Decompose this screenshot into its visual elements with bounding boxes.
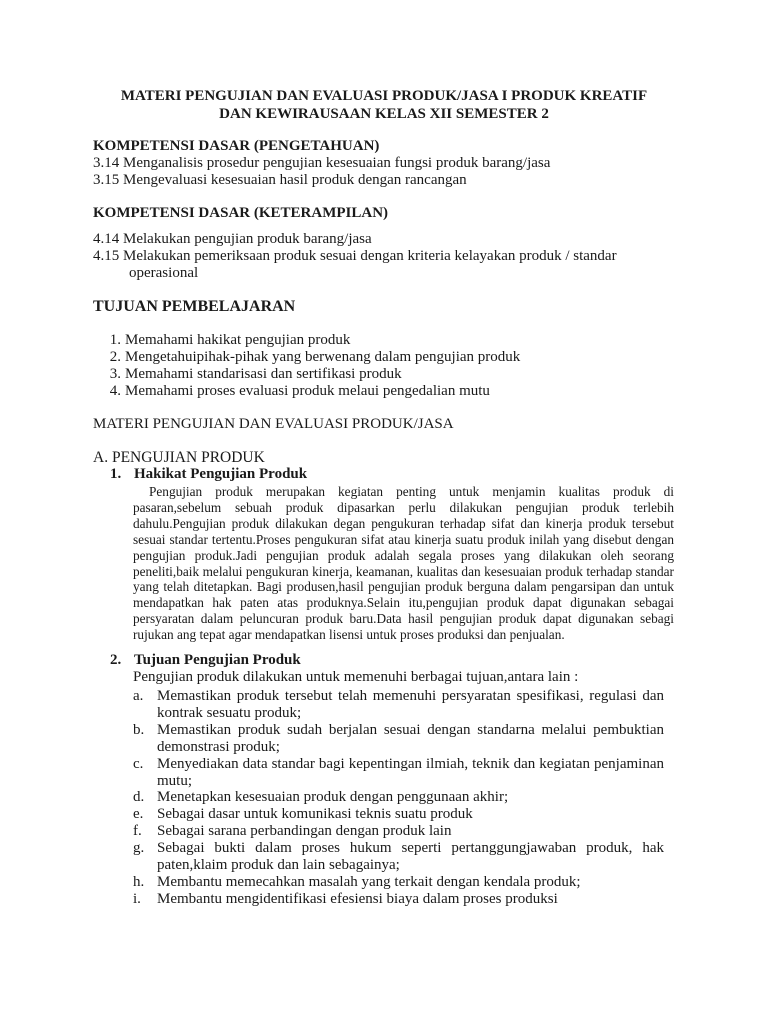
list-letter: g.: [133, 840, 145, 857]
title-line-1: MATERI PENGUJIAN DAN EVALUASI PRODUK/JASA I PRODUK KREATIF: [120, 88, 648, 104]
tujuan-item-number: 4.: [109, 383, 121, 399]
tujuan-item-text: Memahami standarisasi dan sertifikasi produk: [125, 366, 402, 382]
list-letter: b.: [133, 721, 145, 738]
tujuan-item-text: Memahami hakikat pengujian produk: [125, 332, 351, 348]
tujuan-pengujian-intro: Pengujian produk dilakukan untuk memenuhi berbagai tujuan,antara lain :: [133, 669, 579, 685]
kd-pengetahuan-item: 3.15 Mengevaluasi kesesuaian hasil produk dengan rancangan: [93, 172, 467, 188]
list-item: [133, 756, 664, 790]
subsection-number: 1.: [110, 466, 122, 482]
list-letter: d.: [133, 789, 145, 806]
list-letter: a.: [133, 688, 144, 704]
list-item: [133, 722, 664, 756]
list-text: Membantu mengidentifikasi efesiensi biaya dalam proses produksi: [157, 890, 558, 907]
kd-pengetahuan-section: [93, 138, 550, 189]
kd-keterampilan-section: [93, 205, 388, 222]
list-text: Sebagai bukti dalam proses hukum seperti pertanggungjawaban produk, hak paten,klaim produk dan lain sebagainya;: [157, 840, 664, 874]
tujuan-heading: TUJUAN PEMBELAJARAN: [93, 298, 296, 315]
list-item: [133, 874, 664, 891]
tujuan-item-number: 1.: [109, 332, 121, 348]
tujuan-item-text: Mengetahuipihak-pihak yang berwenang dalam pengujian produk: [125, 349, 521, 365]
list-item: [133, 840, 664, 874]
kd-keterampilan-list: [93, 231, 617, 282]
tujuan-item: [100, 366, 520, 383]
subsection-1-heading: [110, 466, 307, 483]
kd-pengetahuan-heading: KOMPETENSI DASAR (PENGETAHUAN): [93, 138, 380, 154]
document-title: [80, 87, 688, 123]
tujuan-item-text: Memahami proses evaluasi produk melaui pengedalian mutu: [125, 383, 490, 399]
list-text: Menyediakan data standar bagi kepentingan ilmiah, teknik dan kegiatan penjaminan mutu;: [157, 755, 664, 789]
list-letter: h.: [133, 873, 145, 890]
list-letter: i.: [133, 890, 141, 907]
list-letter: c.: [133, 755, 144, 772]
list-text: Menetapkan kesesuaian produk dengan penggunaan akhir;: [157, 789, 509, 806]
title-line-2: DAN KEWIRAUSAAN KELAS XII SEMESTER 2: [219, 106, 549, 122]
kd-keterampilan-heading: KOMPETENSI DASAR (KETERAMPILAN): [93, 205, 389, 221]
kd-keterampilan-item: 4.15 Melakukan pemeriksaan produk sesuai dengan kriteria kelayakan produk / standar: [93, 248, 617, 264]
paragraph-text: Pengujian produk merupakan kegiatan penting untuk menjamin kualitas produk di pasaran,sebelum sebuah produk dipasarkan perlu dilakukan pengujian produk terlebih dahulu.Pengujian produk dilakukan degan pengukuran terhadap sifat dan kinerja produk tersebut sesuai standar tertentu.Proses pengukuran sifat atau kinerja suatu produk inilah yang disebut dengan pengujian produk.Jadi pengujian produk adalah segala proses yang dilakukan oleh seorang peneliti,baik melalui pengukuran kinerja, keamanan, kualitas dan kesesuaian produk terhadap standar yang telah ditetapkan. Bagi produsen,hasil pengujian produk berguna dalam pengarsipan dan untuk mendapatkan hak paten atas produknya.Selain itu,pengujian produk dapat digunakan sebagai persyaratan dalam peluncuran produk baru.Data hasil pengujian produk dapat digunakan sebagi rujukan ang tepat agar mendapatkan lisensi untuk proses produksi dan penjualan.: [133, 484, 674, 643]
tujuan-item-number: 3.: [109, 366, 121, 382]
list-text: Membantu memecahkan masalah yang terkait dengan kendala produk;: [157, 873, 581, 890]
subsection-2-heading: [110, 652, 301, 669]
subsection-title: Tujuan Pengujian Produk: [134, 652, 301, 668]
list-item: [133, 891, 664, 908]
tujuan-list: [100, 332, 520, 400]
list-item: [133, 789, 664, 806]
tujuan-item-number: 2.: [109, 349, 121, 365]
subsection-title: Hakikat Pengujian Produk: [134, 466, 308, 482]
tujuan-item: [100, 349, 520, 366]
subsection-number: 2.: [110, 652, 122, 668]
tujuan-pengujian-list: [133, 688, 664, 908]
hakikat-paragraph: [133, 484, 674, 643]
list-item: [133, 688, 664, 722]
list-item: [133, 823, 664, 840]
kd-keterampilan-item-continuation: operasional: [129, 265, 199, 281]
kd-pengetahuan-item: 3.14 Menganalisis prosedur pengujian kesesuaian fungsi produk barang/jasa: [93, 155, 551, 171]
list-item: [133, 806, 664, 823]
list-text: Sebagai sarana perbandingan dengan produk lain: [157, 823, 452, 840]
list-text: Sebagai dasar untuk komunikasi teknis suatu produk: [157, 806, 473, 823]
list-text: Memastikan produk sudah berjalan sesuai dengan standarna melalui pembuktian demonstrasi produk;: [157, 721, 664, 755]
tujuan-item: [100, 332, 520, 349]
list-letter: e.: [133, 806, 144, 823]
materi-heading: MATERI PENGUJIAN DAN EVALUASI PRODUK/JASA: [93, 416, 454, 432]
tujuan-item: [100, 383, 520, 400]
list-text: Memastikan produk tersebut telah memenuhi persyaratan spesifikasi, regulasi dan kontrak sesuatu produk;: [157, 688, 664, 721]
kd-keterampilan-item: 4.14 Melakukan pengujian produk barang/jasa: [93, 231, 372, 247]
section-a-heading: A. PENGUJIAN PRODUK: [93, 449, 265, 466]
list-letter: f.: [133, 823, 142, 840]
